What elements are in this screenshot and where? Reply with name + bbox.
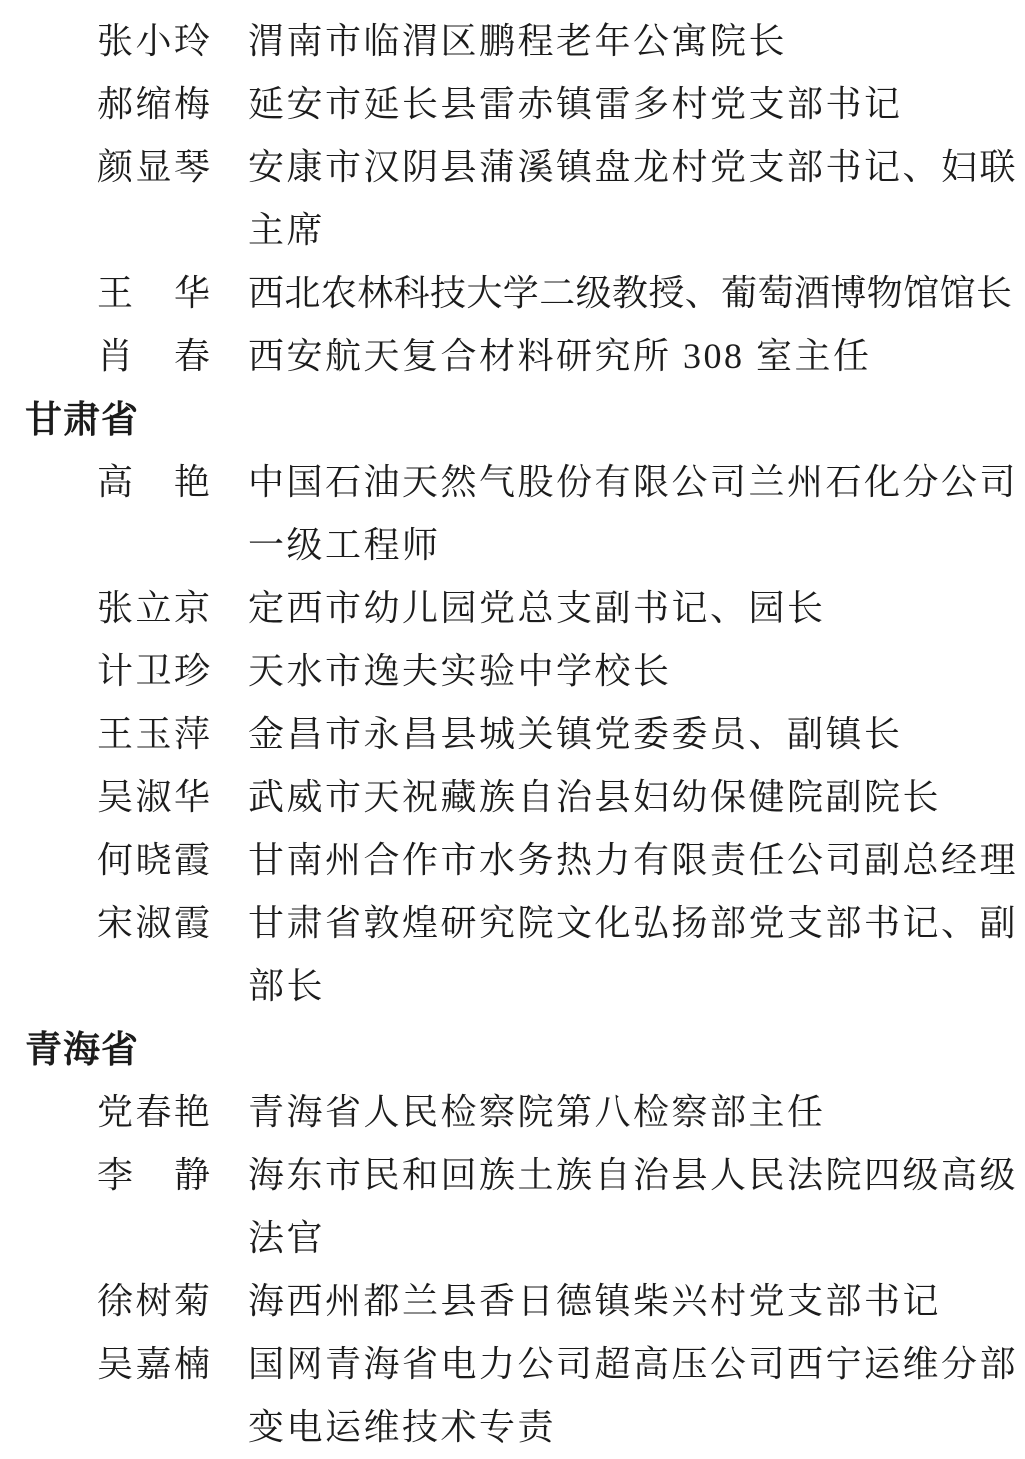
honoree-position: 武威市天祝藏族自治县妇幼保健院副院长 — [248, 777, 942, 817]
honoree-name: 宋淑霞 — [97, 903, 213, 943]
province-section — [0, 388, 1025, 1018]
honoree-name: 吴淑华 — [97, 777, 213, 817]
honoree-name: 高 艳 — [97, 462, 213, 502]
honoree-name: 王玉萍 — [97, 714, 213, 754]
honoree-row — [0, 577, 1025, 640]
honoree-position: 西安航天复合材料研究所 308 室主任 — [248, 336, 872, 376]
honoree-row — [0, 325, 1025, 388]
honoree-row — [0, 829, 1025, 892]
honoree-row — [0, 703, 1025, 766]
honoree-row — [0, 136, 1025, 262]
honoree-position: 海东市民和回族土族自治县人民法院四级高级 法官 — [248, 1155, 1019, 1258]
honoree-name: 党春艳 — [97, 1092, 213, 1132]
honoree-position: 青海省人民检察院第八检察部主任 — [248, 1092, 826, 1132]
honoree-position: 天水市逸夫实验中学校长 — [248, 651, 672, 691]
honoree-name: 徐树菊 — [97, 1281, 213, 1321]
honoree-name: 王 华 — [97, 273, 213, 313]
honoree-row — [0, 73, 1025, 136]
province-section — [0, 1018, 1025, 1459]
honoree-position: 安康市汉阴县蒲溪镇盘龙村党支部书记、妇联 主席 — [248, 147, 1019, 250]
honoree-name: 肖 春 — [97, 336, 213, 376]
honoree-position: 西北农林科技大学二级教授、葡萄酒博物馆馆长 — [248, 273, 1013, 313]
province-header: 青海省 — [25, 1029, 139, 1070]
honoree-position: 金昌市永昌县城关镇党委委员、副镇长 — [248, 714, 903, 754]
honoree-row — [0, 451, 1025, 577]
honoree-position: 定西市幼儿园党总支副书记、园长 — [248, 588, 826, 628]
honoree-name: 颜显琴 — [97, 147, 213, 187]
honoree-position: 延安市延长县雷赤镇雷多村党支部书记 — [248, 84, 903, 124]
honoree-row — [0, 1270, 1025, 1333]
honoree-name: 张小玲 — [97, 21, 213, 61]
honoree-name: 吴嘉楠 — [97, 1344, 213, 1384]
honoree-position: 甘南州合作市水务热力有限责任公司副总经理 — [248, 840, 1019, 880]
honoree-row — [0, 1144, 1025, 1270]
honoree-name: 郝缩梅 — [97, 84, 213, 124]
province-section — [0, 10, 1025, 388]
honoree-name: 何晓霞 — [97, 840, 213, 880]
honoree-row — [0, 1333, 1025, 1459]
honoree-row — [0, 10, 1025, 73]
honoree-row — [0, 892, 1025, 1018]
province-header: 甘肃省 — [25, 399, 139, 440]
honoree-position: 渭南市临渭区鹏程老年公寓院长 — [248, 21, 788, 61]
honoree-row — [0, 262, 1025, 325]
honoree-name: 计卫珍 — [97, 651, 213, 691]
honoree-row — [0, 766, 1025, 829]
honoree-row — [0, 640, 1025, 703]
honoree-position: 国网青海省电力公司超高压公司西宁运维分部 变电运维技术专责 — [248, 1344, 1019, 1447]
honoree-position: 甘肃省敦煌研究院文化弘扬部党支部书记、副 部长 — [248, 903, 1019, 1006]
honoree-name: 张立京 — [97, 588, 213, 628]
honoree-position: 海西州都兰县香日德镇柴兴村党支部书记 — [248, 1281, 942, 1321]
honoree-position: 中国石油天然气股份有限公司兰州石化分公司 一级工程师 — [248, 462, 1019, 565]
honoree-name: 李 静 — [97, 1155, 213, 1195]
honoree-row — [0, 1081, 1025, 1144]
